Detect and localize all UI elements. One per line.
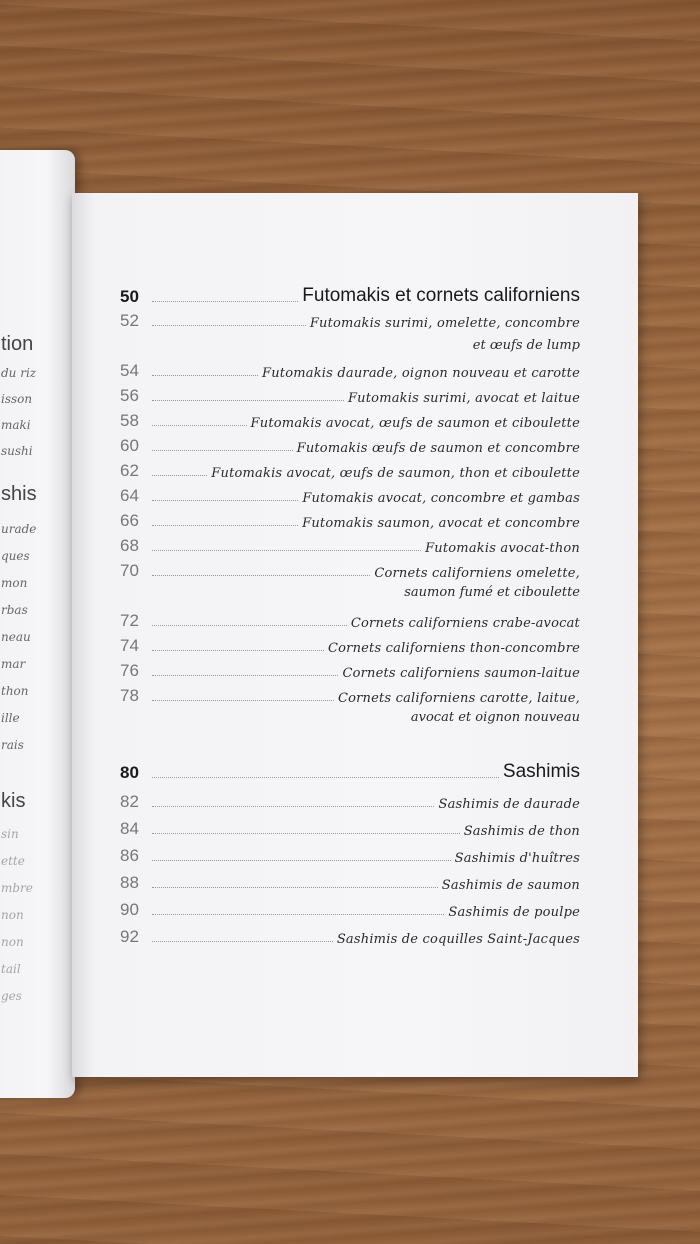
- entry-page-number: 84: [120, 819, 139, 838]
- entry-title: Futomakis saumon, avocat et concombre: [302, 516, 580, 531]
- entry-page-number: 56: [120, 386, 139, 405]
- dot-leader: [152, 375, 258, 376]
- left-page-text: ges: [1, 989, 22, 1003]
- entry-page-number: 74: [120, 636, 139, 655]
- entry-page-number: 86: [120, 846, 139, 865]
- entry-title-continued: et œufs de lump: [472, 338, 580, 353]
- entry-page-number: 78: [120, 686, 139, 705]
- entry-page-number: 70: [120, 561, 139, 580]
- dot-leader: [152, 650, 324, 651]
- entry-title: Futomakis surimi, avocat et laitue: [347, 391, 580, 406]
- toc-entry: [120, 898, 580, 920]
- toc-entry: [120, 359, 580, 381]
- entry-title: Futomakis œufs de saumon et concombre: [296, 441, 580, 456]
- dot-leader: [152, 550, 421, 551]
- dot-leader: [152, 941, 333, 942]
- left-page: [0, 150, 75, 1098]
- entry-title: Cornets californiens crabe-avocat: [350, 616, 580, 631]
- entry-page-number: 64: [120, 486, 139, 505]
- dot-leader: [152, 675, 338, 676]
- toc-entry: [120, 309, 580, 331]
- toc-entry: [120, 459, 580, 481]
- entry-page-number: 90: [120, 900, 139, 919]
- section-page-number: 80: [120, 763, 139, 782]
- entry-title: Futomakis avocat, œufs de saumon et ciboulette: [250, 416, 580, 431]
- toc-entry: [120, 844, 580, 866]
- left-page-text: rbas: [1, 603, 28, 617]
- entry-title-continued: avocat et oignon nouveau: [410, 710, 580, 725]
- dot-leader: [152, 700, 334, 701]
- entry-title: Cornets californiens carotte, laitue,: [337, 691, 580, 706]
- left-page-text: maki: [1, 418, 31, 432]
- toc-entry: [120, 509, 580, 531]
- dot-leader: [152, 425, 247, 426]
- dot-leader: [152, 887, 438, 888]
- entry-title: Sashimis d'huîtres: [454, 851, 580, 866]
- entry-page-number: 76: [120, 661, 139, 680]
- dot-leader: [152, 475, 207, 476]
- section-title: Futomakis et cornets californiens: [302, 285, 580, 306]
- left-page-text: ette: [1, 854, 25, 868]
- dot-leader: [152, 914, 444, 915]
- left-page-text: neau: [1, 630, 31, 644]
- entry-title: Futomakis daurade, oignon nouveau et carotte: [262, 366, 580, 381]
- entry-title: Futomakis avocat, concombre et gambas: [302, 491, 580, 506]
- left-page-text: sin: [1, 827, 19, 841]
- dot-leader: [152, 575, 370, 576]
- dot-leader: [152, 777, 499, 778]
- left-page-text: rais: [1, 738, 24, 752]
- entry-title: Cornets californiens saumon-laitue: [342, 666, 580, 681]
- dot-leader: [152, 500, 298, 501]
- toc-entry: [120, 817, 580, 839]
- entry-page-number: 82: [120, 792, 139, 811]
- left-page-text: ques: [1, 549, 30, 563]
- toc-entry: [120, 384, 580, 406]
- table-of-contents-page: [72, 193, 638, 1077]
- left-page-text: du riz: [1, 366, 37, 380]
- section-heading: [120, 285, 580, 307]
- entry-title: Sashimis de daurade: [438, 797, 580, 812]
- toc-entry: [120, 609, 580, 631]
- section-heading: [120, 761, 580, 783]
- left-page-text: non: [1, 935, 24, 949]
- section-page-number: 50: [120, 287, 139, 306]
- section-title: Sashimis: [502, 761, 580, 782]
- left-page-text: kis: [1, 790, 26, 812]
- entry-title-continued: saumon fumé et ciboulette: [404, 585, 580, 600]
- dot-leader: [152, 325, 306, 326]
- entry-title: Sashimis de poulpe: [448, 905, 580, 920]
- entry-page-number: 66: [120, 511, 139, 530]
- toc-entry: [120, 925, 580, 947]
- toc-entry: [120, 534, 580, 556]
- dot-leader: [152, 806, 434, 807]
- entry-page-number: 60: [120, 436, 139, 455]
- left-page-text: mon: [1, 576, 28, 590]
- entry-title: Sashimis de saumon: [441, 878, 580, 893]
- entry-title: Futomakis surimi, omelette, concombre: [309, 316, 580, 331]
- left-page-text: isson: [1, 392, 33, 406]
- toc-entry: [120, 409, 580, 431]
- entry-page-number: 72: [120, 611, 139, 630]
- entry-title: Futomakis avocat-thon: [425, 541, 580, 556]
- dot-leader: [152, 400, 344, 401]
- dot-leader: [152, 860, 451, 861]
- dot-leader: [152, 525, 298, 526]
- entry-title: Cornets californiens thon-concombre: [327, 641, 580, 656]
- left-page-text: urade: [1, 522, 37, 536]
- toc-entry: [120, 659, 580, 681]
- toc-entry: [120, 684, 580, 706]
- dot-leader: [152, 625, 347, 626]
- entry-page-number: 92: [120, 927, 139, 946]
- left-page-text: ille: [1, 711, 20, 725]
- left-page-text: thon: [1, 684, 29, 698]
- left-page-text: sushi: [1, 444, 33, 458]
- dot-leader: [152, 450, 293, 451]
- left-page-text: tail: [1, 962, 21, 976]
- toc-entry: [120, 634, 580, 656]
- entry-page-number: 54: [120, 361, 139, 380]
- toc-entry: [120, 790, 580, 812]
- entry-page-number: 88: [120, 873, 139, 892]
- dot-leader: [152, 301, 298, 302]
- left-page-text: non: [1, 908, 24, 922]
- entry-title: Futomakis avocat, œufs de saumon, thon et ciboulette: [211, 466, 580, 481]
- entry-page-number: 52: [120, 311, 139, 330]
- entry-page-number: 62: [120, 461, 139, 480]
- toc-entry: [120, 871, 580, 893]
- toc-entry: [120, 434, 580, 456]
- toc-entry: [120, 559, 580, 581]
- left-page-text: tion: [1, 333, 34, 355]
- dot-leader: [152, 833, 460, 834]
- toc-entry: [120, 484, 580, 506]
- left-page-text: shis: [1, 483, 37, 505]
- left-page-text: mar: [1, 657, 26, 671]
- entry-page-number: 58: [120, 411, 139, 430]
- entry-title: Cornets californiens omelette,: [374, 566, 580, 581]
- entry-page-number: 68: [120, 536, 139, 555]
- entry-title: Sashimis de thon: [463, 824, 580, 839]
- entry-title: Sashimis de coquilles Saint-Jacques: [336, 932, 580, 947]
- left-page-text: mbre: [1, 881, 33, 895]
